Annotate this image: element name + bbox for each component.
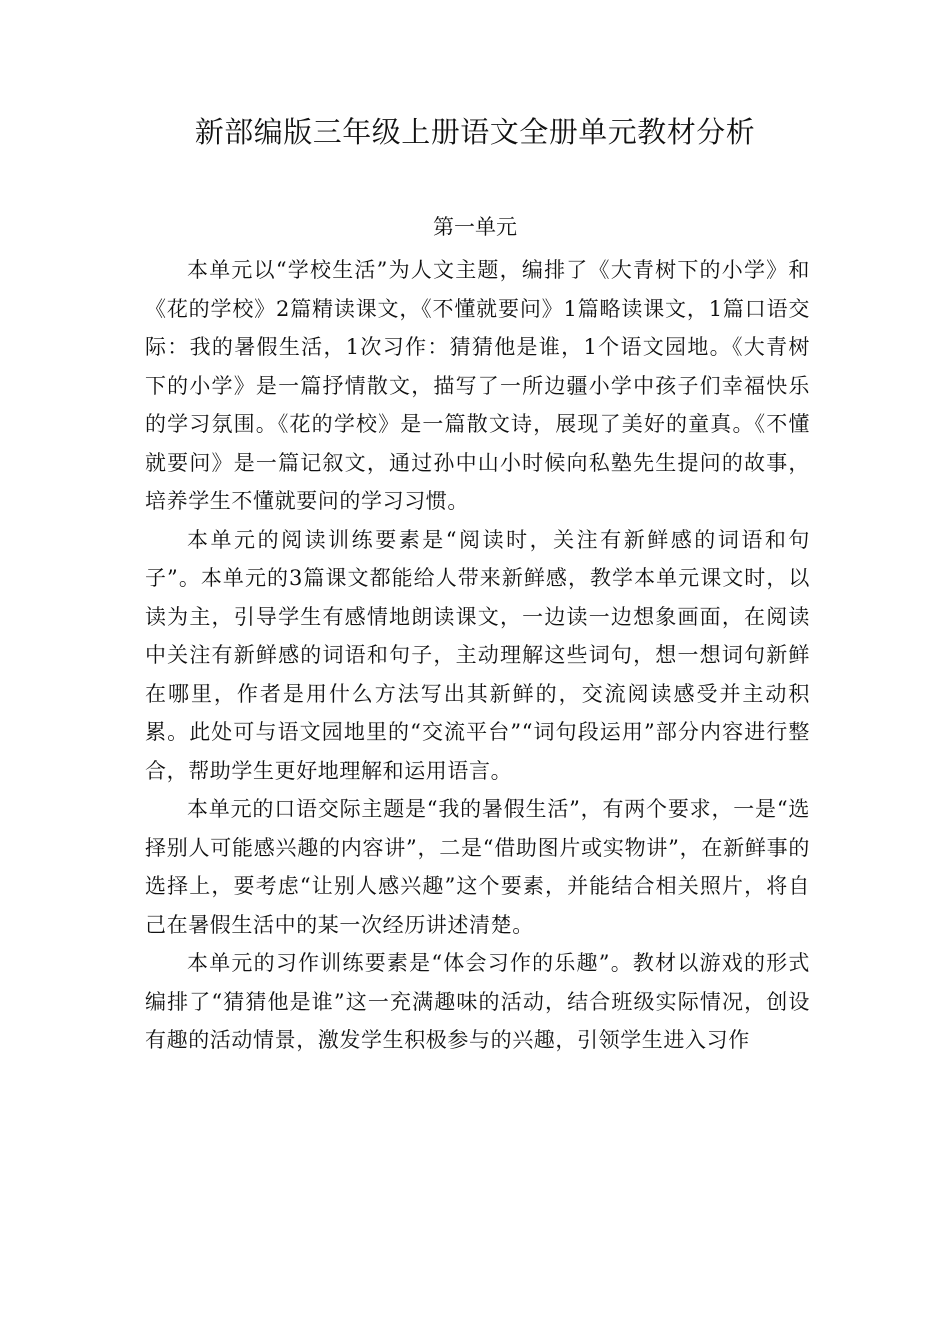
document-body <box>145 251 810 1060</box>
paragraph-reading-focus: 本单元的阅读训练要素是“阅读时，关注有新鲜感的词语和句子”。本单元的3篇课文都能给人带来新鲜感，教学本单元课文时，以读为主，引导学生有感情地朗读课文，一边读一边想象画面，在阅读中关注有新鲜感的词语和句子，主动理解这些词句，想一想词句新鲜在哪里，作者是用什么方法写出其新鲜的，交流阅读感受并主动积累。此处可与语文园地里的“交流平台”“词句段运用”部分内容进行整合，帮助学生更好地理解和运用语言。 <box>145 527 810 783</box>
paragraph-theme-overview: 本单元以“学校生活”为人文主题，编排了《大青树下的小学》和《花的学校》2篇精读课文，《不懂就要问》1篇略读课文，1篇口语交际：我的暑假生活，1次习作：猜猜他是谁，1个语文园地。《大青树下的小学》是一篇抒情散文，描写了一所边疆小学中孩子们幸福快乐的学习氛围。《花的学校》是一篇散文诗，展现了美好的童真。《不懂就要问》是一篇记叙文，通过孙中山小时候向私塾先生提问的故事，培养学生不懂就要问的学习习惯。 <box>145 258 810 513</box>
paragraph-writing-focus: 本单元的习作训练要素是“体会习作的乐趣”。教材以游戏的形式编排了“猜猜他是谁”这一充满趣味的活动，结合班级实际情况，创设有趣的活动情景，激发学生积极参与的兴趣，引领学生进入习作 <box>145 951 810 1052</box>
document-title: 新部编版三年级上册语文全册单元教材分析 <box>194 115 756 149</box>
paragraph-oral-communication: 本单元的口语交际主题是“我的暑假生活”，有两个要求，一是“选择别人可能感兴趣的内容讲”，二是“借助图片或实物讲”，在新鲜事的选择上，要考虑“让别人感兴趣”这个要素，并能结合相关照片，将自己在暑假生活中的某一次经历讲述清楚。 <box>145 797 810 937</box>
unit-heading: 第一单元 <box>433 215 517 239</box>
